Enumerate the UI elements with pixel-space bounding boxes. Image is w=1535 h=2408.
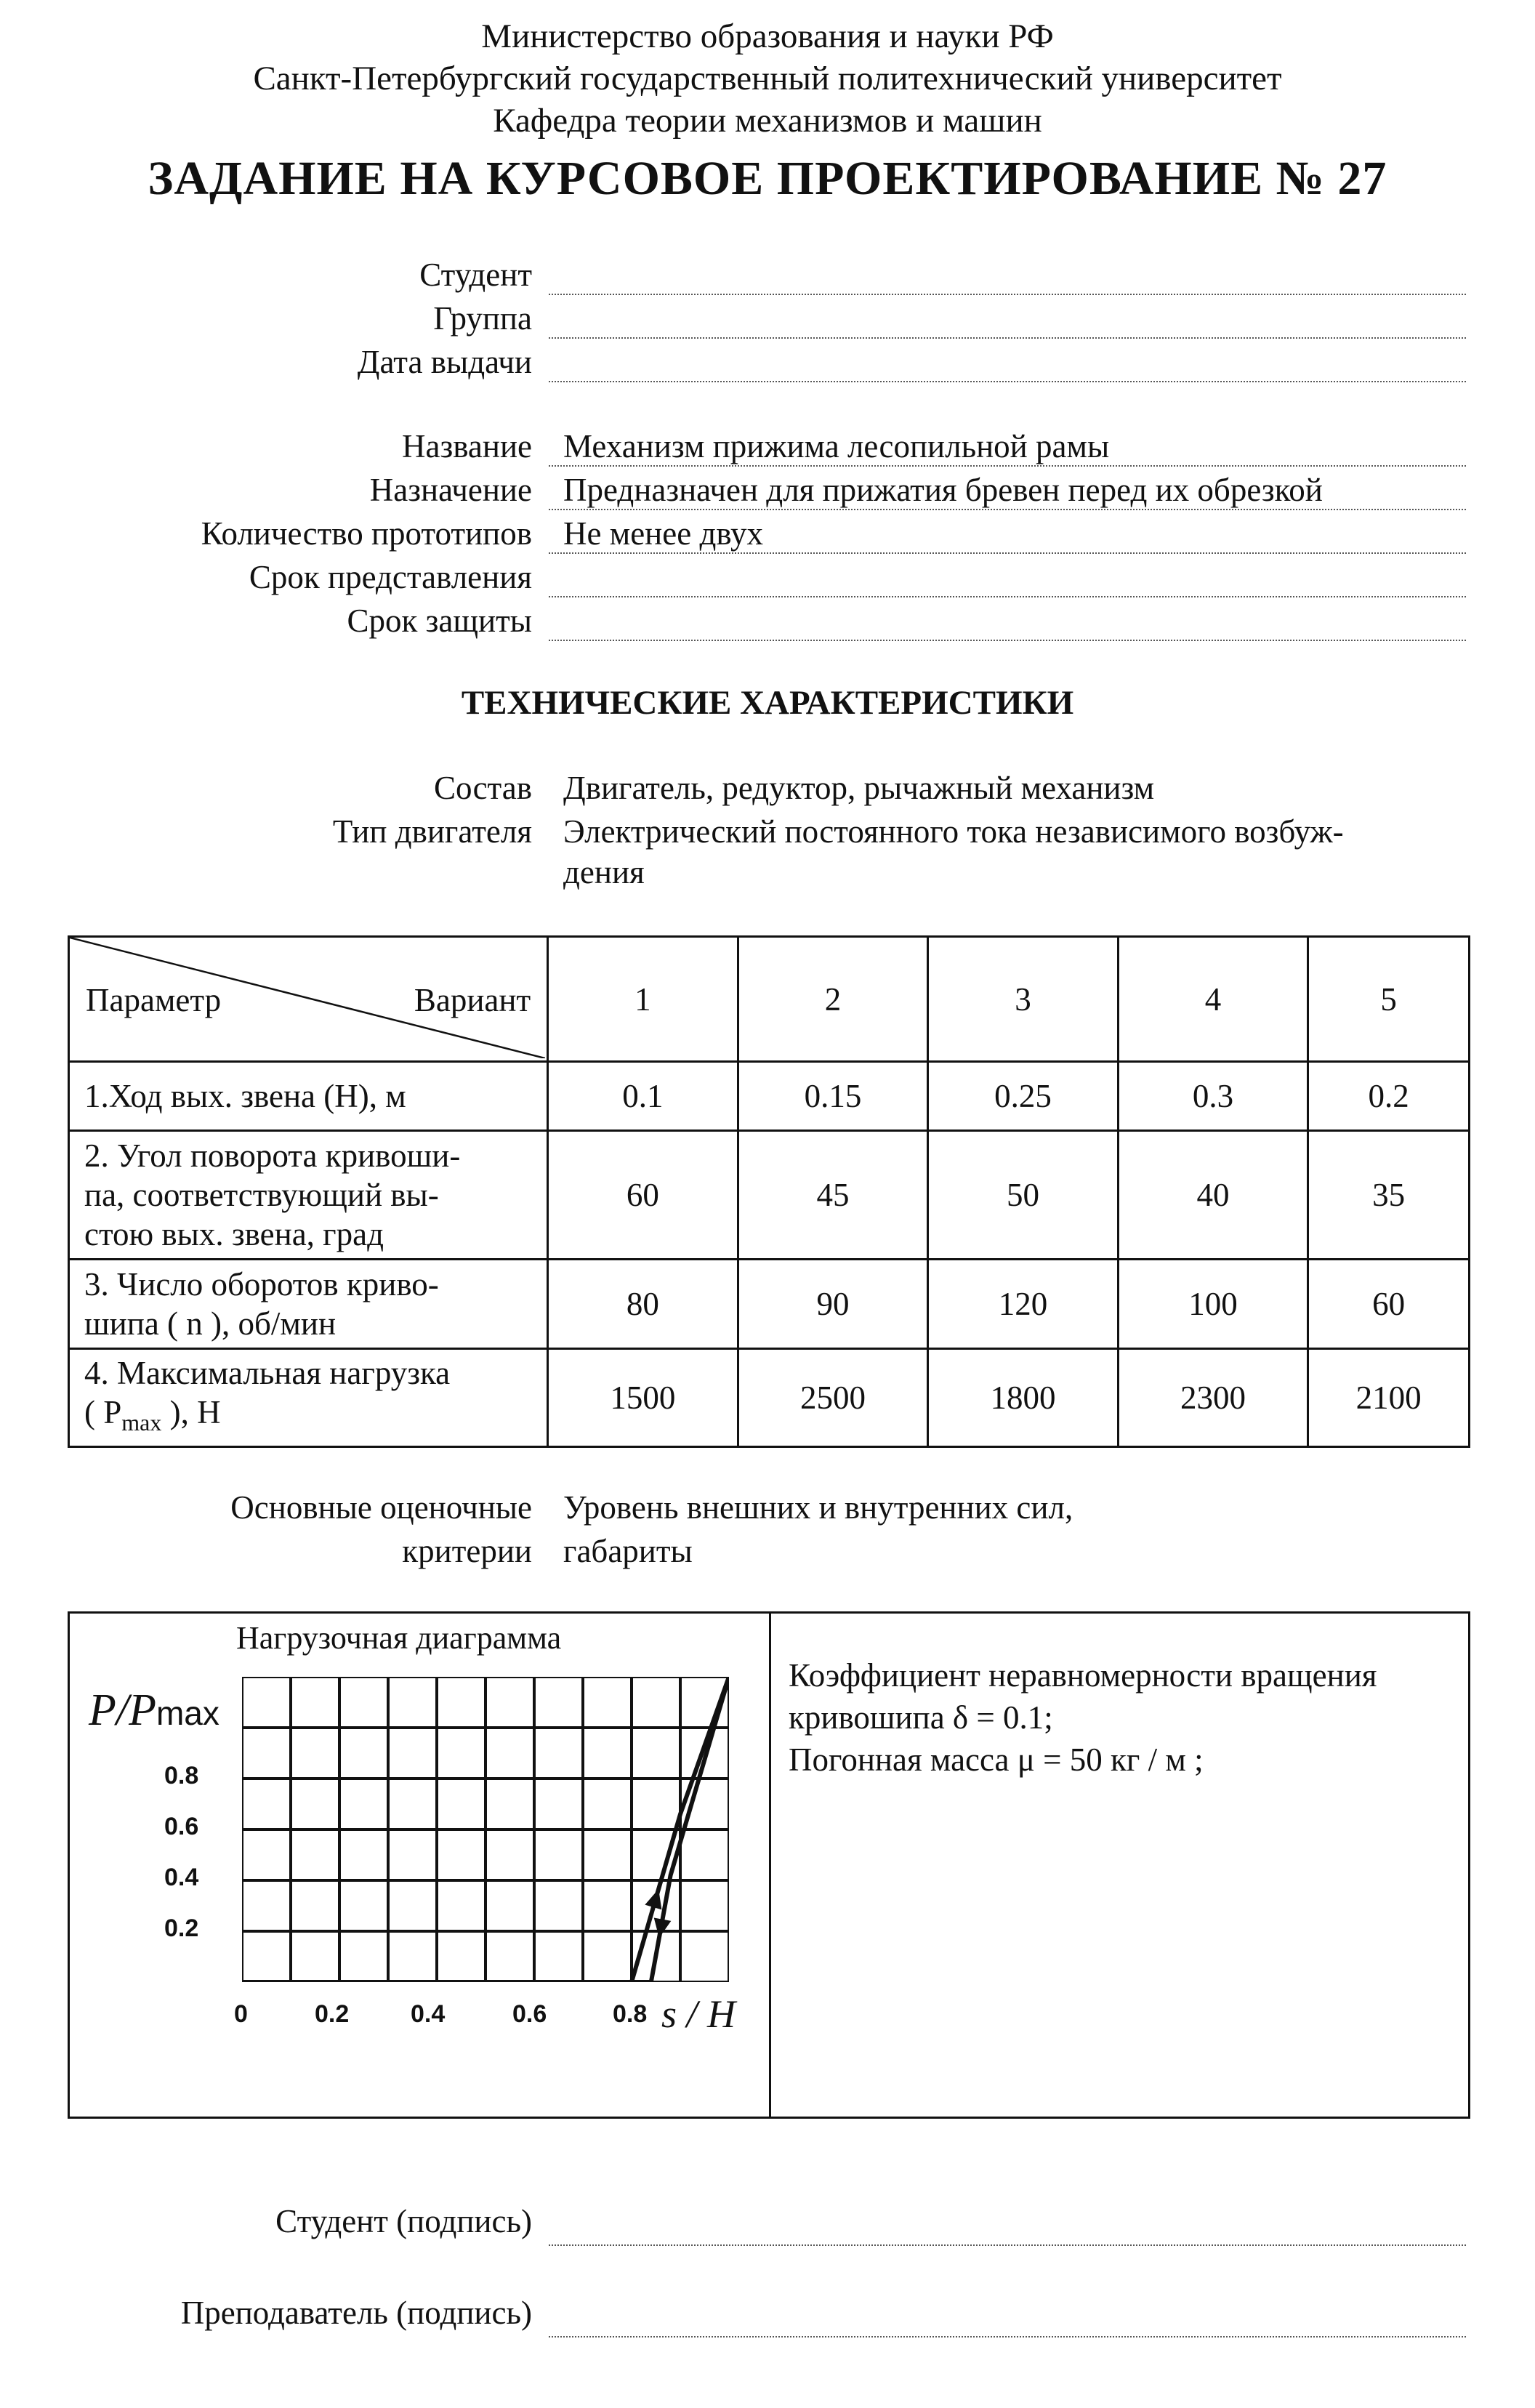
purpose-label: Назначение <box>369 472 532 508</box>
linear-mass-line: Погонная масса μ = 50 кг / м ; <box>789 1741 1204 1778</box>
rotation-coefficient-line-2: кривошипа δ = 0.1; <box>789 1699 1053 1736</box>
submission-field[interactable] <box>549 596 1466 597</box>
variant-header: 5 <box>1308 937 1470 1062</box>
value-cell: 60 <box>1308 1260 1470 1349</box>
y-axis-label-main: P/P <box>89 1686 156 1735</box>
corner-param-label: Параметр <box>86 982 222 1018</box>
value-cell: 0.2 <box>1308 1062 1470 1131</box>
param-cell <box>69 1062 548 1131</box>
engine-value-2: дения <box>563 854 645 890</box>
criteria-value-1: Уровень внешних и внутренних сил, <box>563 1489 1073 1526</box>
value-cell: 1500 <box>548 1349 738 1447</box>
name-line <box>549 465 1466 467</box>
load-diagram-chart <box>242 1677 729 1982</box>
y-tick-label: 0.2 <box>164 1914 199 1942</box>
right-info <box>789 1654 1377 1781</box>
composition-value: Двигатель, редуктор, рычажный механизм <box>563 770 1155 806</box>
param-cell <box>69 1349 548 1447</box>
student-field[interactable] <box>549 294 1466 295</box>
x-tick-label: 0 <box>234 2000 248 2028</box>
engine-value-1: Электрический постоянного тока независимого возбуж- <box>563 813 1344 850</box>
purpose-line <box>549 509 1466 510</box>
y-tick-label: 0.6 <box>164 1813 199 1840</box>
student-signature-label: Студент (подпись) <box>275 2203 532 2239</box>
value-cell: 50 <box>928 1131 1119 1260</box>
table-row <box>69 1062 1470 1131</box>
x-tick-label: 0.6 <box>512 2000 547 2028</box>
issue-date-label: Дата выдачи <box>357 344 532 380</box>
value-cell: 2500 <box>738 1349 928 1447</box>
submission-label: Срок представления <box>249 559 532 595</box>
parameters-table <box>68 935 1470 1448</box>
teacher-signature-field[interactable] <box>549 2336 1466 2337</box>
value-cell: 40 <box>1118 1131 1308 1260</box>
param-line: стою вых. звена, град <box>84 1216 384 1252</box>
engine-label: Тип двигателя <box>332 813 532 850</box>
student-label: Студент <box>419 257 532 293</box>
student-signature-field[interactable] <box>549 2244 1466 2246</box>
department-line: Кафедра теории механизмов и машин <box>493 102 1042 140</box>
page-title: ЗАДАНИЕ НА КУРСОВОЕ ПРОЕКТИРОВАНИЕ № 27 <box>148 152 1387 205</box>
param-line: 3. Число оборотов криво- <box>84 1266 439 1302</box>
param-line-formula <box>84 1393 539 1442</box>
rotation-coefficient-line-1: Коэффициент неравномерности вращения <box>789 1657 1377 1694</box>
y-axis-label-sub: max <box>156 1694 219 1732</box>
value-cell: 1800 <box>928 1349 1119 1447</box>
value-cell: 0.3 <box>1118 1062 1308 1131</box>
x-axis-label: s / H <box>661 1992 736 2036</box>
value-cell: 90 <box>738 1260 928 1349</box>
defense-label: Срок защиты <box>347 603 532 639</box>
param-line: па, соответствующий вы- <box>84 1177 439 1213</box>
param-line: 2. Угол поворота кривоши- <box>84 1137 461 1174</box>
value-cell: 0.1 <box>548 1062 738 1131</box>
defense-field[interactable] <box>549 640 1466 641</box>
composition-label: Состав <box>433 770 532 806</box>
corner-variant-label: Вариант <box>414 982 531 1018</box>
prototypes-value: Не менее двух <box>563 515 764 552</box>
table-row <box>69 1131 1470 1260</box>
issue-date-field[interactable] <box>549 381 1466 382</box>
variant-header: 3 <box>928 937 1119 1062</box>
value-cell: 45 <box>738 1131 928 1260</box>
variant-header: 1 <box>548 937 738 1062</box>
group-field[interactable] <box>549 337 1466 339</box>
param-line: шипа ( n ), об/мин <box>84 1305 337 1342</box>
variant-header: 4 <box>1118 937 1308 1062</box>
value-cell: 0.25 <box>928 1062 1119 1131</box>
teacher-signature-label: Преподаватель (подпись) <box>180 2295 532 2331</box>
criteria-label-2: критерии <box>402 1533 532 1569</box>
criteria-label-1: Основные оценочные <box>230 1489 532 1526</box>
table-header-row <box>69 937 1470 1062</box>
prototypes-line <box>549 552 1466 554</box>
criteria-value-2: габариты <box>563 1533 693 1569</box>
param-line: 4. Максимальная нагрузка <box>84 1355 451 1391</box>
param-line: 1.Ход вых. звена (H), м <box>84 1078 406 1114</box>
param-formula-end: ), Н <box>161 1394 221 1430</box>
param-formula-sub: max <box>121 1409 162 1435</box>
y-axis-label <box>89 1685 219 1736</box>
load-arrow-down-icon <box>654 1918 672 1938</box>
value-cell: 0.15 <box>738 1062 928 1131</box>
y-tick-label: 0.8 <box>164 1762 199 1789</box>
prototypes-label: Количество прототипов <box>201 515 532 552</box>
diagram-divider <box>769 1611 771 2119</box>
corner-cell <box>69 937 548 1062</box>
value-cell: 60 <box>548 1131 738 1260</box>
name-label: Название <box>401 428 532 464</box>
group-label: Группа <box>433 300 532 337</box>
y-tick-label: 0.4 <box>164 1864 199 1891</box>
table-row <box>69 1260 1470 1349</box>
table-row <box>69 1349 1470 1447</box>
x-tick-label: 0.4 <box>411 2000 446 2028</box>
value-cell: 2100 <box>1308 1349 1470 1447</box>
value-cell: 2300 <box>1118 1349 1308 1447</box>
diagram-title: Нагрузочная диаграмма <box>236 1620 562 1656</box>
x-tick-label: 0.2 <box>315 2000 350 2028</box>
x-tick-label: 0.8 <box>613 2000 648 2028</box>
value-cell: 100 <box>1118 1260 1308 1349</box>
variant-header: 2 <box>738 937 928 1062</box>
name-value: Механизм прижима лесопильной рамы <box>563 428 1110 464</box>
value-cell: 120 <box>928 1260 1119 1349</box>
tech-section-heading: ТЕХНИЧЕСКИЕ ХАРАКТЕРИСТИКИ <box>461 684 1074 722</box>
purpose-value: Предназначен для прижатия бревен перед их обрезкой <box>563 472 1323 508</box>
value-cell: 80 <box>548 1260 738 1349</box>
value-cell: 35 <box>1308 1131 1470 1260</box>
param-cell <box>69 1131 548 1260</box>
ministry-line: Министерство образования и науки РФ <box>481 17 1054 55</box>
param-formula-start: ( P <box>84 1394 122 1430</box>
param-cell <box>69 1260 548 1349</box>
university-line: Санкт-Петербургский государственный политехнический университет <box>253 60 1282 97</box>
